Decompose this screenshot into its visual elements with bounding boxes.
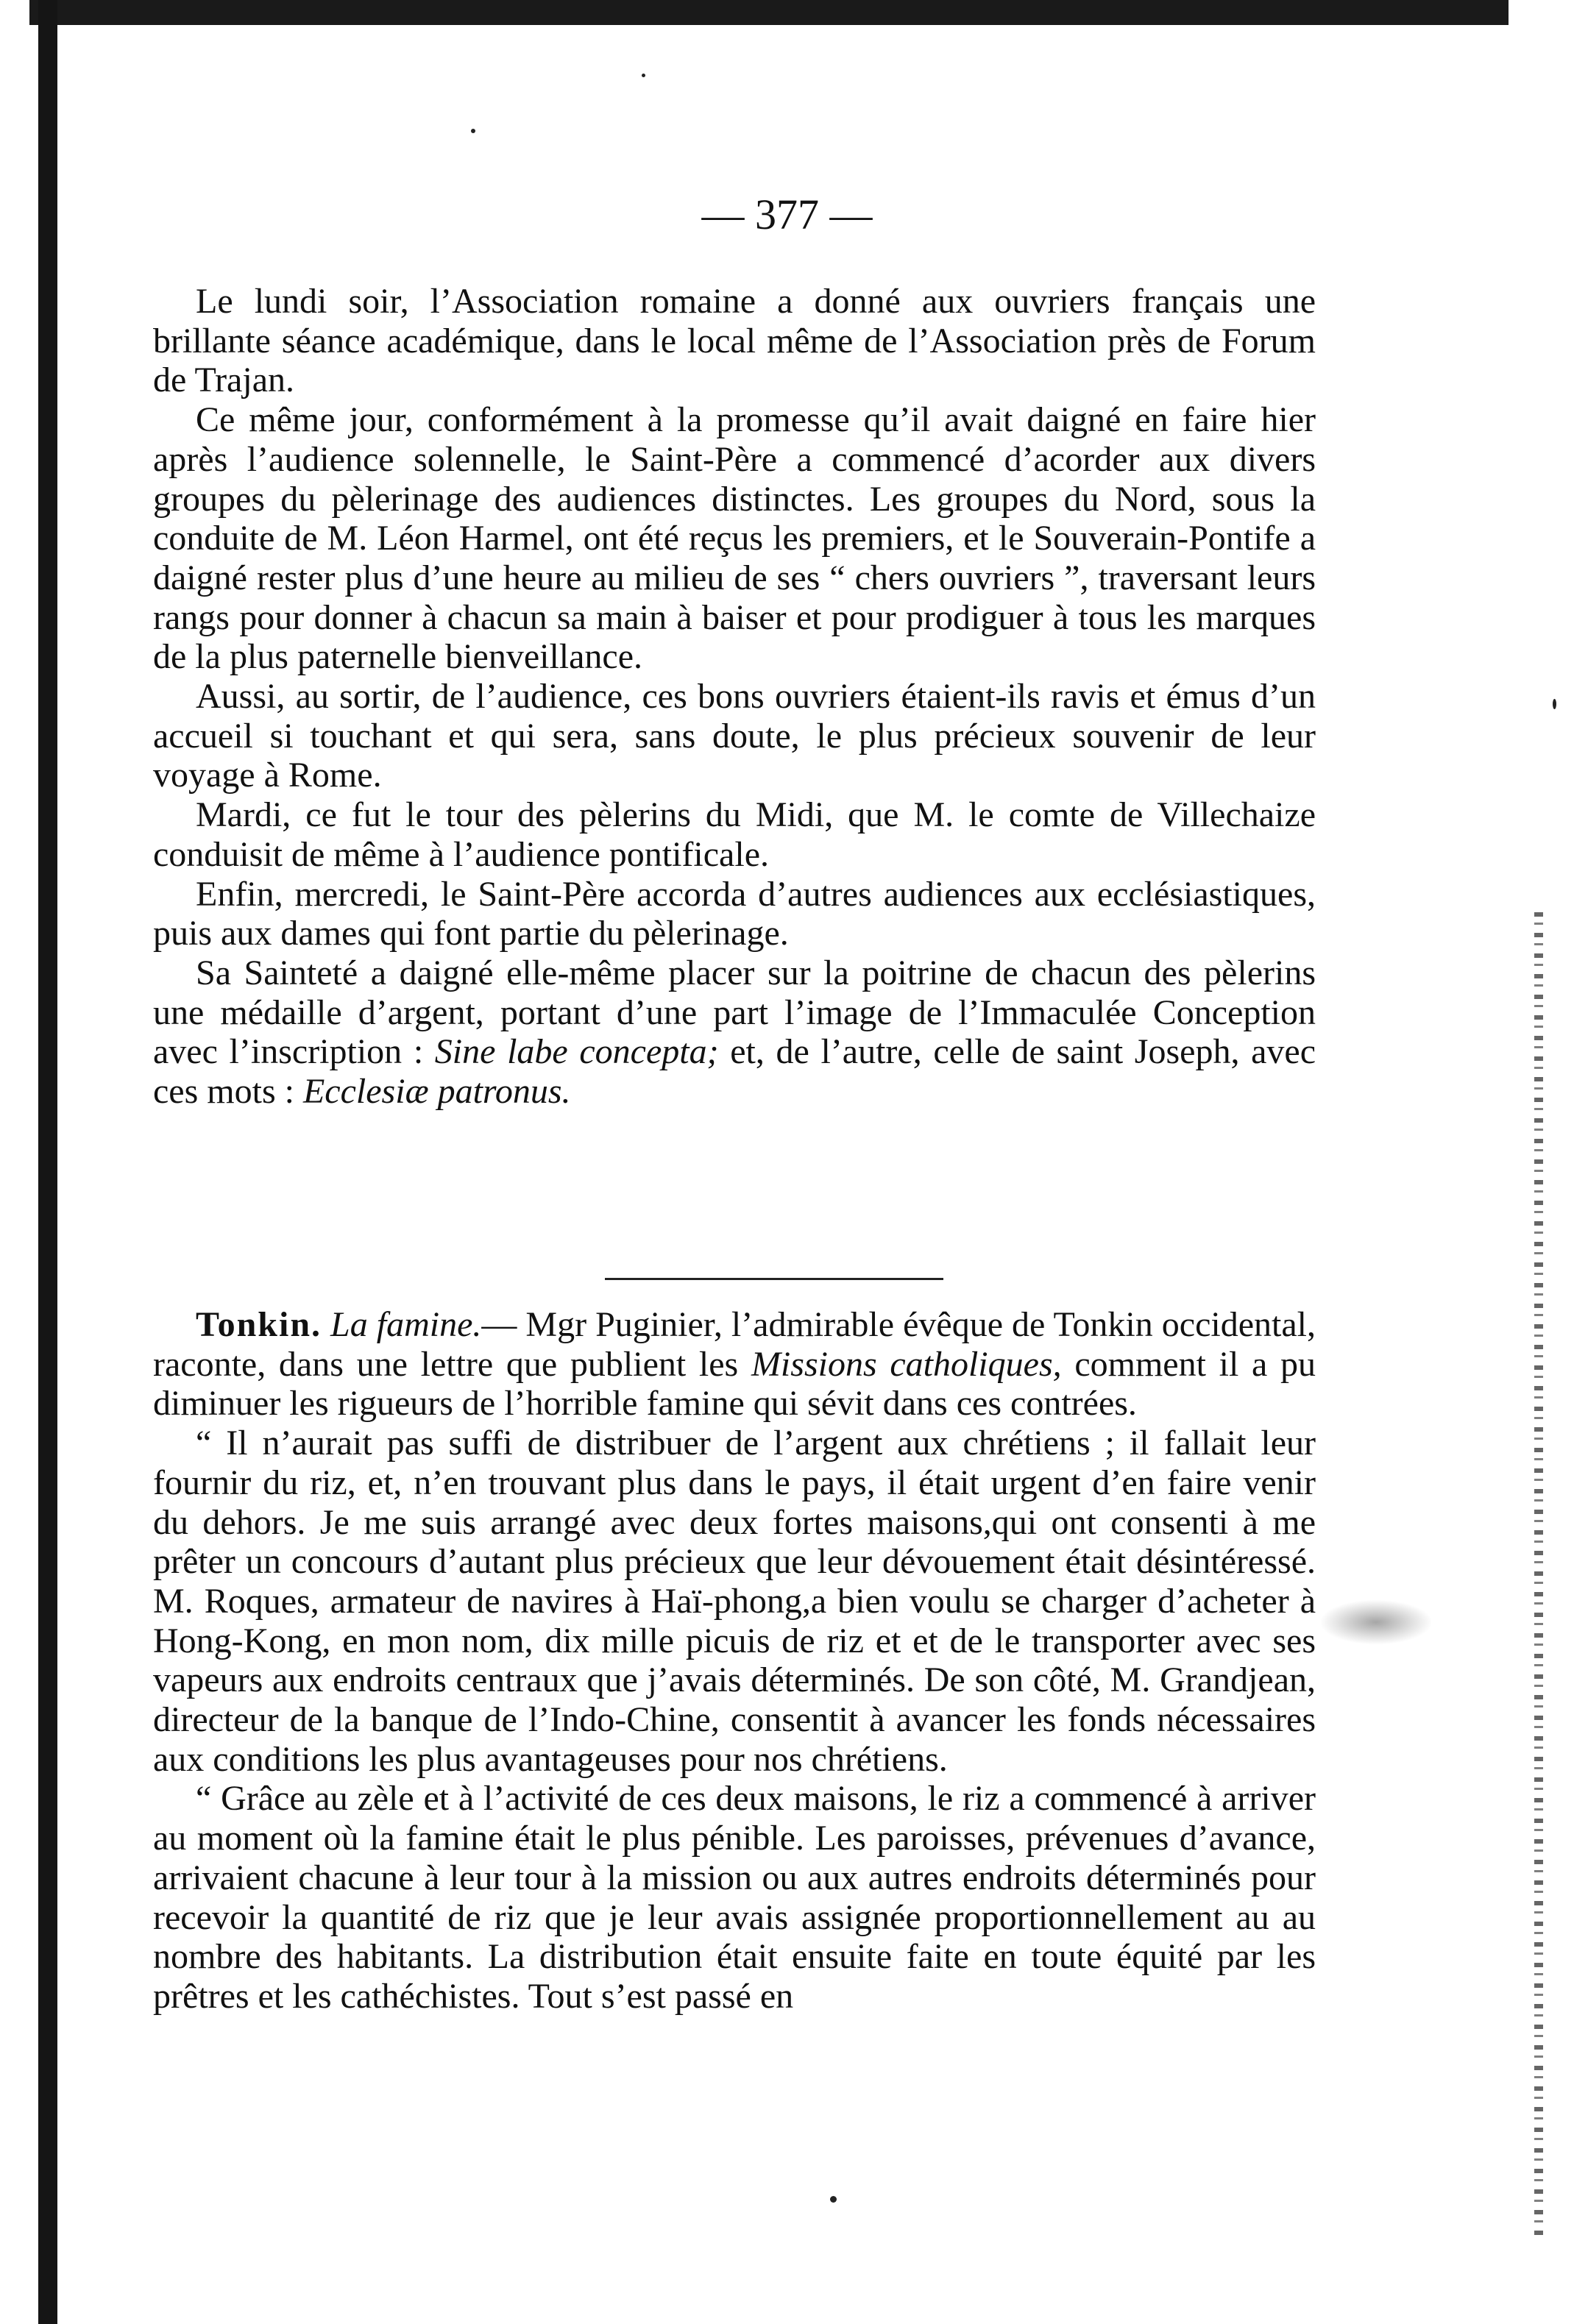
paragraph: Enfin, mercredi, le Saint-Père accorda d’autres audiences aux ecclésiastiques, puis aux dames qui font partie du pèlerinage. <box>153 874 1316 953</box>
paragraph: Mardi, ce fut le tour des pèlerins du Midi, que M. le comte de Villechaize conduisit de même à l’audience pontificale. <box>153 795 1316 874</box>
inscription-sine-labe: Sine labe concepta; <box>434 1032 719 1072</box>
paragraph: “ Grâce au zèle et à l’activité de ces deux maisons, le riz a commencé à arriver au moment où la famine était le plus pénible. Les paroisses, prévenues d’avance, arrivaient chacune à leur tour à la mission ou aux autres endroits déterminés pour recevoir la quantité de riz que je leur avais assignée proportionnellement au au nombre des habitants. La distribution était ensuite faite en toute équité par les prêtres et les cathéchistes. Tout s’est passé en <box>153 1779 1316 2016</box>
scan-speck <box>830 2196 837 2203</box>
scan-speck <box>1553 699 1556 709</box>
article-tonkin-famine <box>153 1305 1316 2016</box>
section-subheading: La famine. <box>330 1305 482 1344</box>
paragraph: Ce même jour, conformément à la promesse qu’il avait daigné en faire hier après l’audience solennelle, le Saint-Père a commencé d’acorder aux divers groupes du pèlerinage des audiences distinctes. Les groupes du Nord, sous la conduite de M. Léon Harmel, ont été reçus les premiers, et le Souverain-Pontife a daigné rester plus d’une heure au milieu de ses “ chers ouvriers ”, traversant leurs rangs pour donner à chacun sa main à baiser et pour prodiguer à tous les marques de la plus paternelle bienveillance. <box>153 400 1316 677</box>
section-heading: Tonkin. <box>196 1305 322 1344</box>
paragraph-medal <box>153 953 1316 1112</box>
paragraph: “ Il n’aurait pas suffi de distribuer de l’argent aux chrétiens ; il fallait leur fournir du riz, et, n’en trouvant plus dans le pays, il était urgent d’en faire venir du dehors. Je me suis arrangé avec deux fortes maisons,qui ont consenti à me prêter un concours d’autant plus précieux que leur dévouement était désintéressé. M. Roques, armateur de navires à Haï-phong,a bien voulu se charger d’acheter à Hong-Kong, en mon nom, dix mille picuis de riz et et de le transporter avec ses vapeurs aux endroits centraux que j’avais déterminés. De son côté, M. Grandjean, directeur de la banque de l’Indo-Chine, consentit à avancer les fonds nécessaires aux conditions les plus avantageuses pour nos chrétiens. <box>153 1424 1316 1779</box>
ink-smudge <box>1321 1600 1431 1644</box>
paragraph: Le lundi soir, l’Association romaine a donné aux ouvriers français une brillante séance académique, dans le local même de l’Association près de Forum de Trajan. <box>153 282 1316 400</box>
missions-catholiques: Missions catholiques, <box>751 1344 1062 1384</box>
scan-top-border <box>29 0 1509 25</box>
article-rome-audiences <box>153 282 1316 1112</box>
medal-text-middle: et, de l’autre, celle de saint Joseph, avec ces mots : <box>153 1032 1316 1112</box>
intro-text-after: comment il a pu diminuer les rigueurs de l’horrible famine qui sévit dans ces contrées. <box>153 1344 1316 1424</box>
medal-text-before: Sa Sainteté a daigné elle-même placer sur la poitrine de chacun des pèlerins une médaille d’argent, portant d’une part l’image de l’Immaculée Conception avec l’inscription : <box>153 953 1316 1072</box>
inscription-ecclesiae: Ecclesiæ patronus. <box>302 1072 571 1112</box>
paragraph: Aussi, au sortir, de l’audience, ces bons ouvriers étaient-ils ravis et émus d’un accueil si touchant et qui sera, sans doute, le plus précieux souvenir de leur voyage à Rome. <box>153 677 1316 795</box>
scan-speck <box>642 74 645 77</box>
scan-right-edge-noise <box>1534 912 1543 2236</box>
scan-speck <box>471 129 475 133</box>
scan-left-border <box>38 0 57 2324</box>
paragraph-tonkin-intro <box>153 1305 1316 1424</box>
section-divider <box>605 1278 943 1280</box>
page-number: — 377 — <box>701 191 873 238</box>
intro-text: — Mgr Puginier, l’admirable évêque de Tonkin occidental, raconte, dans une lettre que publient les <box>153 1305 1316 1384</box>
